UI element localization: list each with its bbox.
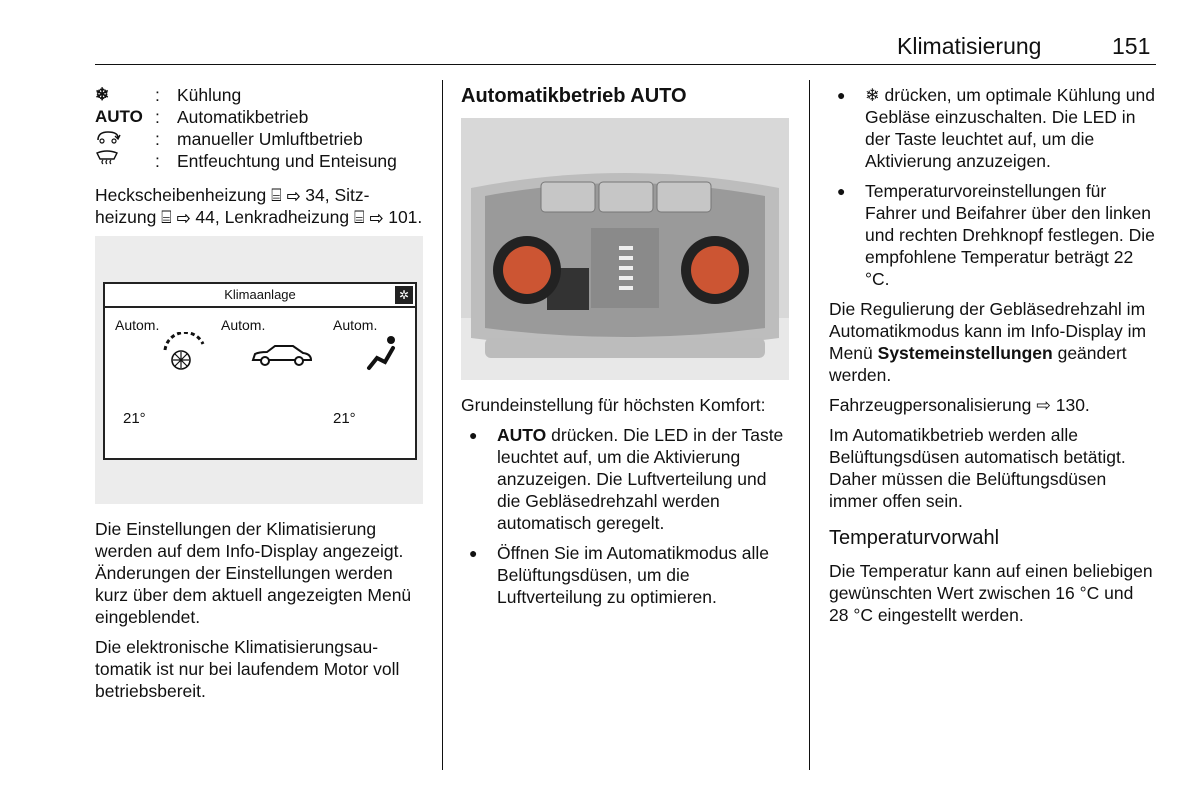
settings-icon: ✲	[395, 286, 413, 304]
legend-text: Automatikbetrieb	[177, 107, 309, 127]
list-item: ● AUTO drücken. Die LED in der Taste leuchtet auf, um die Aktivierung anzuzeigen. Die Luftverteilung und die Gebläsedrehzahl werden automatisch geregelt.	[461, 424, 791, 534]
fan-auto-label: Autom.	[115, 317, 160, 333]
screen-title: Klimaanlage	[224, 287, 296, 302]
screen-title-bar	[105, 284, 415, 308]
seat-icon	[363, 334, 399, 374]
info-display-figure	[95, 236, 423, 504]
snowflake-icon: ❄	[95, 85, 110, 104]
knob-right-max: 28	[1055, 7, 1064, 16]
knob-left-min: 16	[836, 7, 845, 16]
heating-reference: Heckscheibenheizung ⌸ ⇨ 34, Sitzheizung ⌸ ⇨ 44, Lenkradheizung ⌸ ⇨ 101.	[95, 185, 423, 227]
page-header-title: Klimatisierung	[897, 33, 1042, 59]
paragraph-vents: Im Automatikbetrieb werden alle Belüftungsdüsen automatisch betätigt. Daher müssen die Belüftungsdüsen immer offen sein.	[829, 425, 1126, 511]
paragraph-personalisation: Fahrzeugpersonalisierung ⇨ 130.	[829, 395, 1090, 415]
legend-text: Entfeuchtung und Enteisung	[177, 151, 397, 171]
paragraph-display: Die Einstellungen der Klimatisierung werden auf dem Info-Display angezeigt. Änderungen der Einstellungen werden kurz über dem aktuell angezeigten Menü eingeblendet.	[95, 519, 412, 627]
airflow-auto-label: Autom.	[221, 317, 266, 333]
knob-right-auto: AUTO	[1037, 1, 1057, 8]
knob-left-max: 28	[867, 7, 876, 16]
paragraph-engine: Die elektronische Klimatisierungsautomatik ist nur bei laufendem Motor voll betriebsbereit.	[95, 637, 400, 701]
intro-text: Grundeinstellung für höchsten Komfort:	[461, 395, 766, 415]
section-title-auto: Automatikbetrieb AUTO	[461, 85, 687, 107]
legend-row-auto: AUTO : Automatikbetrieb	[95, 106, 423, 128]
temp-left: 21°	[123, 410, 146, 427]
legend-row-recirculation: : manueller Umluftbetrieb	[95, 128, 423, 150]
menu-reference: Systemeinstellungen	[877, 343, 1053, 363]
list-item: ● ❄ drücken, um optimale Kühlung und Gebläse einzuschalten. Die LED in der Taste leuchtet auf, um die Aktivierung anzuzeigen.	[829, 84, 1157, 172]
list-item: ● Temperaturvoreinstellungen für Fahrer und Beifahrer über den linken und rechten Drehknopf festlegen. Die empfohlene Temperatur beträgt 22 °C.	[829, 180, 1157, 290]
recirculation-icon	[95, 128, 155, 150]
legend-text: manueller Umluftbetrieb	[177, 129, 363, 149]
legend-text: Kühlung	[177, 85, 242, 105]
fan-speed-icon	[155, 332, 215, 376]
knob-right-min: 16	[1023, 7, 1032, 16]
temp-right: 21°	[333, 410, 356, 427]
page-number: 151	[1112, 33, 1151, 59]
header-divider	[95, 64, 1156, 65]
car-airflow-icon	[249, 342, 315, 368]
cooling-bullet-list	[829, 84, 1157, 290]
symbol-legend	[95, 84, 423, 172]
column-divider-1	[442, 80, 443, 770]
auto-symbol: AUTO	[95, 107, 143, 126]
legend-row-cooling: ❄ : Kühlung	[95, 84, 423, 106]
section-title-temperature: Temperaturvorwahl	[829, 527, 1000, 549]
column-divider-2	[809, 80, 810, 770]
legend-row-defrost: : Entfeuchtung und Enteisung	[95, 150, 423, 172]
defrost-icon	[95, 150, 155, 172]
column-3	[829, 84, 1157, 634]
column-1	[95, 84, 423, 710]
paragraph-temperature: Die Temperatur kann auf einen beliebigen gewünschten Wert zwischen 16 °C und 28 °C eingestellt werden.	[829, 561, 1153, 625]
info-display-screen	[103, 282, 417, 460]
paragraph-fan-speed: Die Regulierung der Gebläsedrehzahl im Automatikmodus kann im Info-Display im Menü Systemeinstellungen geändert werden.	[829, 299, 1147, 385]
seat-auto-label: Autom.	[333, 317, 378, 333]
auto-bullet-list	[461, 424, 791, 608]
list-item: ● Öffnen Sie im Automatikmodus alle Belüftungsdüsen, um die Luftverteilung zu optimieren.	[461, 542, 791, 608]
